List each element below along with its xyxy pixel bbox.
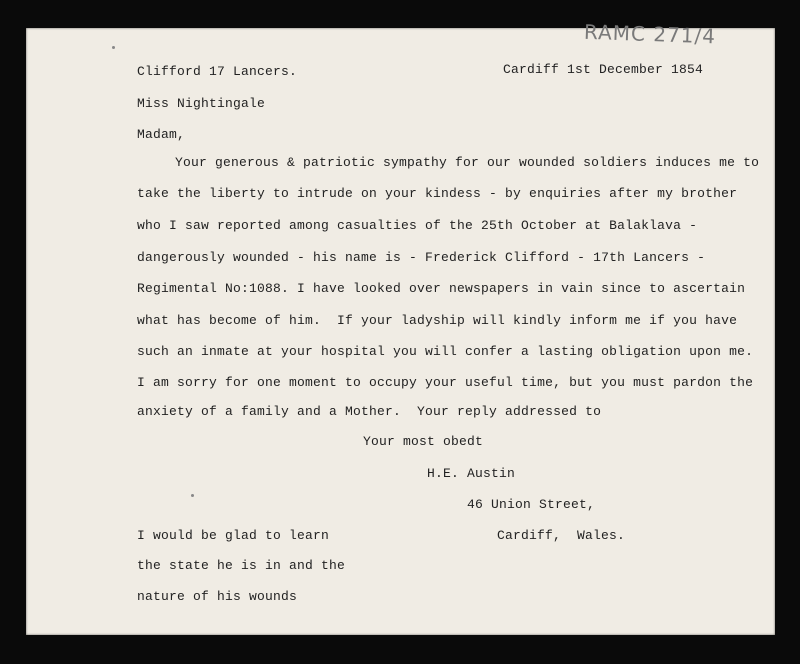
closing: Your most obedt: [363, 434, 484, 449]
body-line: Regimental No:1088. I have looked over newspapers in vain since to ascertain: [137, 281, 746, 296]
postscript-line: nature of his wounds: [137, 589, 298, 604]
postscript-line: the state he is in and the: [137, 558, 346, 573]
archive-reference: RAMC 271/4: [583, 19, 717, 49]
body-line: take the liberty to intrude on your kindess - by enquiries after my brother: [137, 186, 738, 201]
address-street: 46 Union Street,: [467, 497, 596, 512]
body-line: such an inmate at your hospital you will confer a lasting obligation upon me.: [137, 344, 754, 359]
recipient: Miss Nightingale: [137, 96, 266, 111]
postscript-line: I would be glad to learn: [137, 528, 330, 543]
paper-mark: [191, 494, 194, 497]
header-left: Clifford 17 Lancers.: [137, 64, 298, 79]
paper-mark: [112, 46, 115, 49]
body-line: dangerously wounded - his name is - Frederick Clifford - 17th Lancers -: [137, 250, 706, 265]
letter-date: Cardiff 1st December 1854: [503, 62, 704, 77]
body-line: I am sorry for one moment to occupy your useful time, but you must pardon the: [137, 375, 754, 390]
address-city: Cardiff, Wales.: [497, 528, 626, 543]
body-line: what has become of him. If your ladyship will kindly inform me if you have: [137, 313, 738, 328]
letter-page: [26, 28, 775, 635]
salutation: Madam,: [137, 127, 186, 142]
body-line: anxiety of a family and a Mother. Your reply addressed to: [137, 404, 602, 419]
signature: H.E. Austin: [427, 466, 516, 481]
body-line: who I saw reported among casualties of the 25th October at Balaklava -: [137, 218, 698, 233]
body-line: Your generous & patriotic sympathy for our wounded soldiers induces me to: [175, 155, 760, 170]
